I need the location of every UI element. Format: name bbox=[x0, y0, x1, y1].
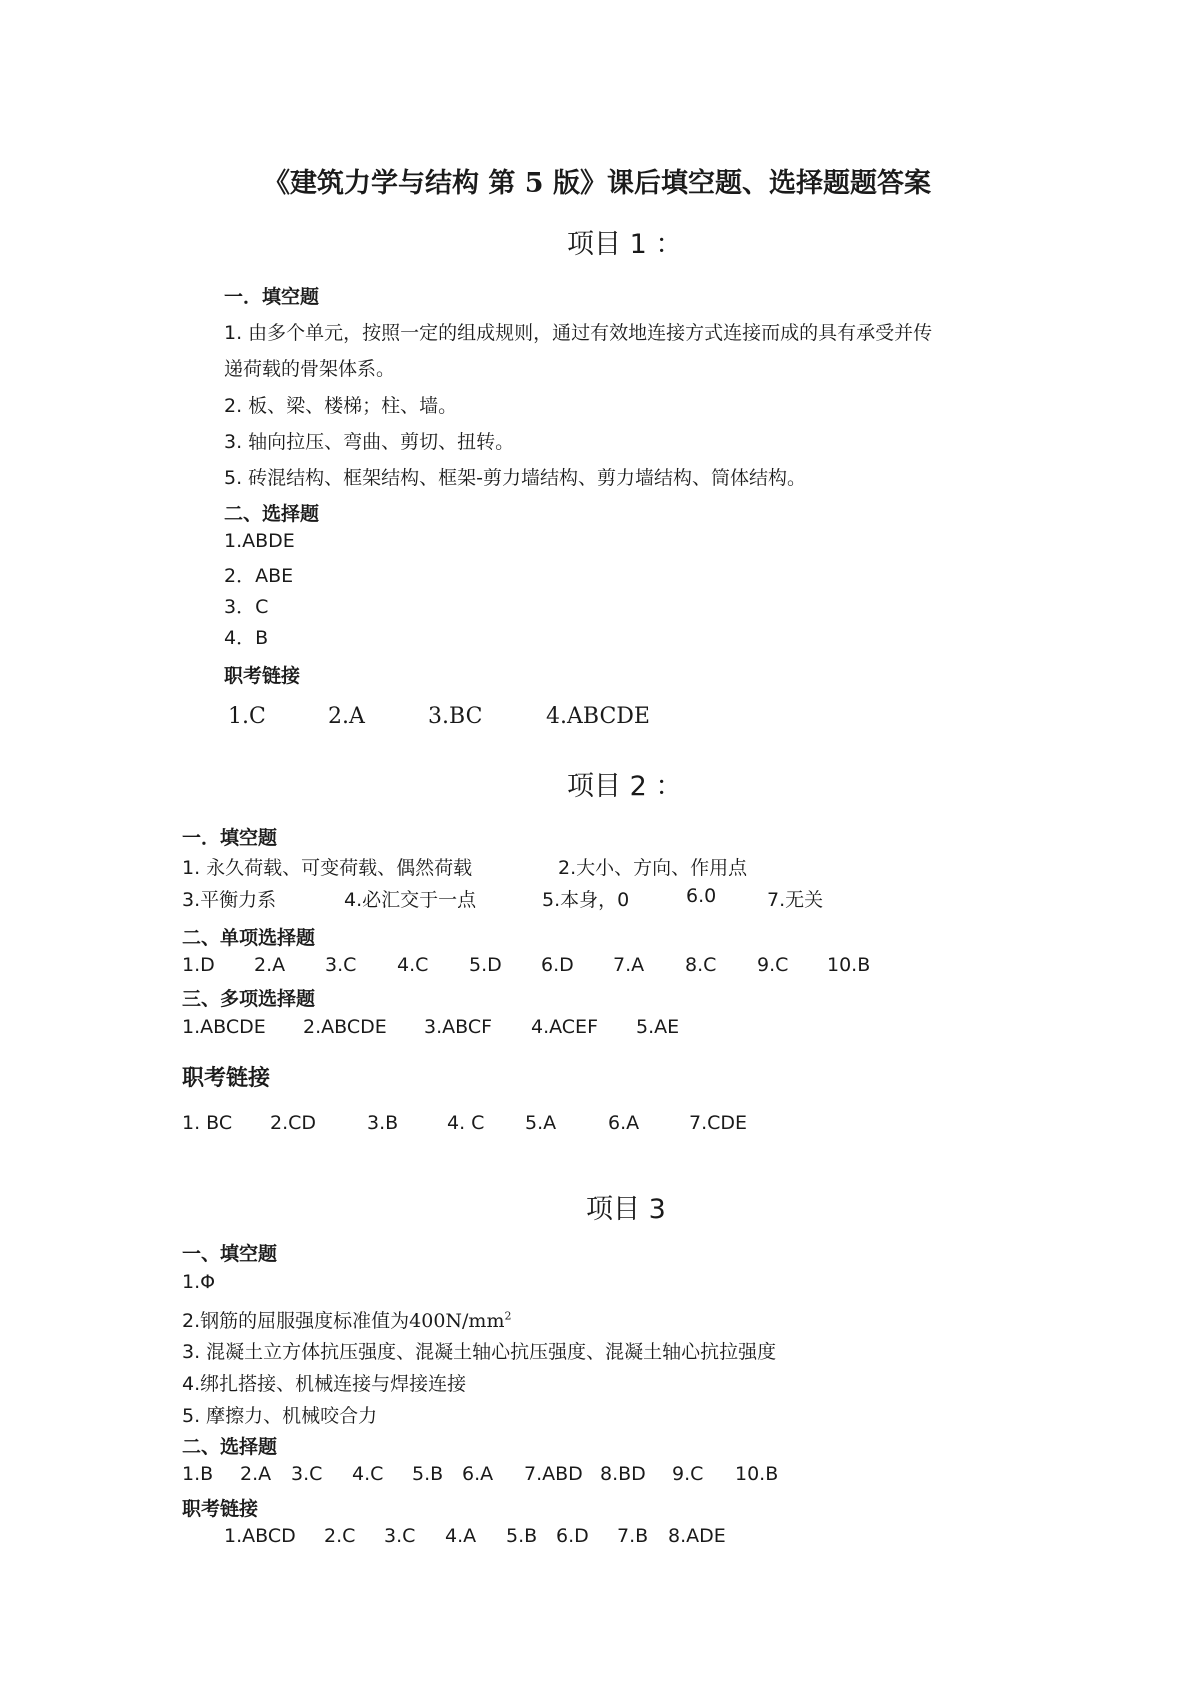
p3-exam-answer: 5.B bbox=[506, 1525, 538, 1547]
p3-exam-answer: 3.C bbox=[384, 1525, 416, 1547]
p3-exam-answer: 8.ADE bbox=[668, 1525, 726, 1547]
p3-choice-answer: 1.B bbox=[182, 1463, 214, 1485]
p2-fill-item: 1. 永久荷载、可变荷载、偶然荷载 bbox=[182, 857, 473, 879]
p2-exam-answer: 2.CD bbox=[270, 1112, 317, 1134]
document-title: 《建筑力学与结构 第 5 版》课后填空题、选择题题答案 bbox=[263, 168, 931, 199]
p2-single-answer: 7.A bbox=[613, 954, 645, 976]
p2-exam-answer: 5.A bbox=[525, 1112, 557, 1134]
p3-choice-answer: 3.C bbox=[291, 1463, 323, 1485]
p3-fill-item: 3. 混凝土立方体抗压强度、混凝土轴心抗压强度、混凝土轴心抗拉强度 bbox=[182, 1341, 777, 1363]
p3-fill-item: 4.绑扎搭接、机械连接与焊接连接 bbox=[182, 1373, 467, 1395]
p2-fill-item: 7.无关 bbox=[767, 889, 824, 911]
p2-exam-heading: 职考链接 bbox=[182, 1066, 271, 1091]
p3-choice-answer: 9.C bbox=[672, 1463, 704, 1485]
p2-fill-item: 5.本身，0 bbox=[542, 889, 630, 911]
p1-fill-item: 2. 板、梁、楼梯；柱、墙。 bbox=[224, 395, 458, 417]
p2-fill-item: 6.0 bbox=[686, 885, 717, 907]
p2-fill-item: 3.平衡力系 bbox=[182, 889, 277, 911]
p3-fill-item-text: 2.钢筋的屈服强度标准值为 bbox=[182, 1310, 410, 1332]
p1-choice-item: 3．C bbox=[224, 596, 269, 618]
p3-fill-heading: 一、填空题 bbox=[182, 1243, 278, 1265]
p1-exam-answer: 4.ABCDE bbox=[546, 704, 650, 729]
p2-single-answer: 10.B bbox=[827, 954, 871, 976]
p3-choice-heading: 二、选择题 bbox=[182, 1436, 278, 1458]
p2-exam-answer: 1. BC bbox=[182, 1112, 233, 1134]
p3-exam-answer: 7.B bbox=[617, 1525, 649, 1547]
project-1-heading: 项目 1 ： bbox=[567, 229, 683, 260]
p3-exam-answer: 6.D bbox=[556, 1525, 589, 1547]
p2-multi-answer: 1.ABCDE bbox=[182, 1016, 266, 1038]
p1-exam-answer: 3.BC bbox=[428, 704, 483, 729]
p1-choice-item: 2．ABE bbox=[224, 565, 294, 587]
p1-fill-item: 3. 轴向拉压、弯曲、剪切、扭转。 bbox=[224, 431, 515, 453]
p2-exam-answer: 7.CDE bbox=[689, 1112, 748, 1134]
p2-single-answer: 2.A bbox=[254, 954, 286, 976]
p2-single-answer: 6.D bbox=[541, 954, 574, 976]
p2-exam-answer: 3.B bbox=[367, 1112, 399, 1134]
p3-choice-answer: 8.BD bbox=[600, 1463, 646, 1485]
p3-choice-answer: 2.A bbox=[240, 1463, 272, 1485]
p3-choice-answer: 7.ABD bbox=[524, 1463, 583, 1485]
p1-choice-item: 4．B bbox=[224, 627, 269, 649]
p2-exam-answer: 4. C bbox=[447, 1112, 485, 1134]
project-2-heading: 项目 2 ： bbox=[567, 771, 683, 802]
p1-fill-item: 5. 砖混结构、框架结构、框架-剪力墙结构、剪力墙结构、筒体结构。 bbox=[224, 467, 807, 489]
p2-multi-answer: 5.AE bbox=[636, 1016, 680, 1038]
p2-fill-item: 4.必汇交于一点 bbox=[344, 889, 477, 911]
p2-exam-answer: 6.A bbox=[608, 1112, 640, 1134]
p3-fill-item: 1.Φ bbox=[182, 1271, 216, 1293]
p2-single-answer: 1.D bbox=[182, 954, 215, 976]
p2-single-answer: 5.D bbox=[469, 954, 502, 976]
p3-exam-answer: 1.ABCD bbox=[224, 1525, 296, 1547]
p2-single-answer: 3.C bbox=[325, 954, 357, 976]
p2-fill-heading: 一．填空题 bbox=[182, 827, 278, 849]
p2-multi-heading: 三、多项选择题 bbox=[182, 988, 316, 1010]
p3-fill-item-sup: 2 bbox=[504, 1309, 512, 1323]
p3-choice-answer: 6.A bbox=[462, 1463, 494, 1485]
p1-exam-heading: 职考链接 bbox=[224, 665, 301, 687]
p3-choice-answer: 4.C bbox=[352, 1463, 384, 1485]
p3-exam-heading: 职考链接 bbox=[182, 1498, 259, 1520]
p2-single-answer: 8.C bbox=[685, 954, 717, 976]
p2-single-answer: 4.C bbox=[397, 954, 429, 976]
p3-exam-answer: 4.A bbox=[445, 1525, 477, 1547]
p1-choice-item: 1.ABDE bbox=[224, 530, 295, 552]
p2-single-answer: 9.C bbox=[757, 954, 789, 976]
p2-multi-answer: 3.ABCF bbox=[424, 1016, 493, 1038]
p1-exam-answer: 2.A bbox=[328, 704, 365, 729]
p3-exam-answer: 2.C bbox=[324, 1525, 356, 1547]
p3-fill-item bbox=[182, 1306, 511, 1333]
p3-fill-item: 5. 摩擦力、机械咬合力 bbox=[182, 1405, 378, 1427]
p1-fill-item: 递荷载的骨架体系。 bbox=[224, 358, 396, 380]
p1-fill-item: 1. 由多个单元，按照一定的组成规则，通过有效地连接方式连接而成的具有承受并传 bbox=[224, 322, 933, 344]
p2-multi-answer: 2.ABCDE bbox=[303, 1016, 387, 1038]
p3-choice-answer: 5.B bbox=[412, 1463, 444, 1485]
project-3-heading: 项目 3 bbox=[586, 1194, 666, 1225]
p3-choice-answer: 10.B bbox=[735, 1463, 779, 1485]
p1-fill-heading: 一．填空题 bbox=[224, 286, 320, 308]
p3-fill-item-value: 400N/mm bbox=[409, 1310, 505, 1332]
p1-exam-answer: 1.C bbox=[228, 704, 266, 729]
p2-single-heading: 二、单项选择题 bbox=[182, 927, 316, 949]
p2-multi-answer: 4.ACEF bbox=[531, 1016, 598, 1038]
p2-fill-item: 2.大小、方向、作用点 bbox=[558, 857, 748, 879]
p1-choice-heading: 二、选择题 bbox=[224, 503, 320, 525]
